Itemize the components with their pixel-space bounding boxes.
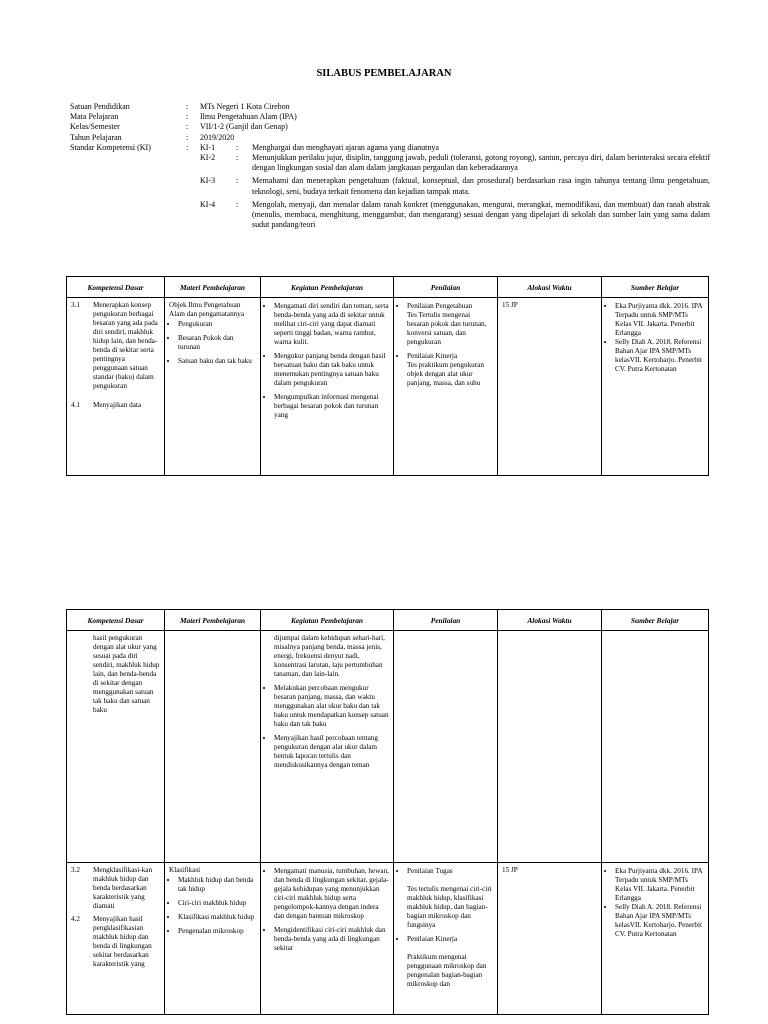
kegiatan-cell (261, 298, 394, 476)
list-item: • Klasifikasi makhluk hidup (178, 913, 256, 922)
kd-number: 3.2 (71, 866, 80, 874)
penilaian-head: Penilaian Kinerja (407, 935, 458, 943)
table-row (67, 631, 709, 863)
header-materi: Materi Pembelajaran (165, 277, 261, 298)
list-item: • Pengenalan mikroskop (178, 927, 256, 936)
kd-item (71, 301, 160, 391)
table-row (67, 298, 709, 476)
syllabus-table-1 (66, 276, 709, 476)
kd-item (71, 401, 160, 410)
info-value: MTs Negeri 1 Kota Cirebon (200, 102, 290, 111)
penilaian-head: Penilaian Kinerja (407, 352, 458, 360)
info-label: Mata Pelajaran (70, 112, 119, 122)
alokasi-cell (498, 863, 602, 1015)
info-value: Ilmu Pengetahuan Alam (IPA) (200, 112, 297, 122)
header-kegiatan: Kegiatan Pembelajaran (261, 277, 394, 298)
header-alokasi: Alokasi Waktu (498, 610, 602, 631)
ki-colon: : (236, 142, 239, 152)
penilaian-cell (394, 298, 498, 476)
penilaian-body: Tes praktikum pengukuran objek dengan alat ukur panjang, massa, dan suhu (407, 361, 484, 387)
kegiatan-list (265, 867, 389, 953)
ki-code: KI-3 (200, 176, 216, 186)
list-item: • Menyajikan hasil percobaan tentang pengukuran dengan alat ukur dalam bentuk laporan tertulis dan mendiskusikannya dengan teman (274, 734, 389, 770)
info-label: Standar Kompetensi (KI) (70, 142, 151, 152)
penilaian-head: Penilaian Pengetahuan (407, 302, 473, 310)
penilaian-head: Penilaian Tugas (407, 867, 453, 875)
kegiatan-list (265, 302, 389, 420)
list-item (407, 867, 493, 930)
header-kompetensi-dasar: Kompetensi Dasar (67, 610, 165, 631)
sumber-cell (602, 631, 709, 863)
alokasi-cell (498, 631, 602, 863)
info-label: Kelas/Semester (70, 122, 120, 132)
syllabus-table-2 (66, 609, 709, 1015)
materi-list (169, 876, 256, 936)
alokasi-cell (498, 298, 602, 476)
list-item: • Eka Purjiyanta dkk. 2016. IPA Terpadu untuk SMP/MTs Kelas VII. Jakarta. Penerbit Erlangga (615, 302, 704, 338)
kompetensi-dasar-cell (67, 631, 165, 863)
table-header-row (67, 610, 709, 631)
list-item: • Selly Diah A. 2018. Referensi Bahan Ajar IPA SMP/MTs kelasVII. Kertoharjo. Penerbit CV. Putra Kertonatan (615, 338, 704, 374)
materi-cell (165, 863, 261, 1015)
info-row (70, 133, 710, 143)
page-title: SILABUS PEMBELAJARAN (316, 68, 452, 79)
header-alokasi: Alokasi Waktu (498, 277, 602, 298)
kd-item (71, 915, 160, 969)
ki-text: Mengolah, menyaji, dan menalar dalam ranah konkret (menggunakan, mengurai, merangkai, memodifikasi, dan membuat) dan ranah abstrak (menulis, membaca, menghitung, menggambar, dan mengarang) sesuai dengan yang dipelajari di sekolah dan sumber lain yang sama dalam sudut pandang/teori (252, 199, 710, 230)
list-item: • Eka Purjiyanta dkk. 2016. IPA Terpadu untuk SMP/MTs Kelas VII. Jakarta. Penerbit Erlangga (615, 867, 704, 903)
sumber-list (606, 867, 704, 939)
ki-code: KI-1 (200, 142, 216, 152)
header-sumber: Sumber Belajar (602, 610, 709, 631)
kompetensi-dasar-cell (67, 298, 165, 476)
sumber-list (606, 302, 704, 374)
materi-cell (165, 631, 261, 863)
info-value: VII/1-2 (Ganjil dan Genap) (200, 122, 288, 132)
ki-colon: : (236, 176, 239, 186)
list-item: • Pengukuran (178, 320, 256, 329)
ki-code: KI-2 (200, 153, 216, 163)
kd-item (71, 866, 160, 911)
header-kompetensi-dasar: Kompetensi Dasar (67, 277, 165, 298)
ki-code: KI-4 (200, 199, 216, 209)
info-colon: : (186, 132, 189, 142)
kd-text: Menerapkan konsep pengukuran berbagai besaran yang ada pada diri sendiri, makhluk hidup lain, dan benda-benda di sekitar serta pentingnya penggunaan satuan standar (baku) dalam pengukuran (93, 301, 158, 390)
penilaian-body: Tes Tertulis mengenai besaran pokok dan turunan, konversi satuan, dan pengukuran (407, 311, 487, 346)
info-label: Satuan Pendidikan (70, 102, 130, 111)
kegiatan-list (265, 684, 389, 770)
header-materi: Materi Pembelajaran (165, 610, 261, 631)
ki-text: Menghargai dan menghayati ajaran agama yang dianutnya (252, 142, 439, 152)
identity-block (70, 102, 710, 230)
ki-row (70, 176, 710, 196)
list-item: • Mengamati diri sendiri dan teman, serta benda-benda yang ada di sekitar untuk melihat ciri-ciri yang dapat diamati seperti tinggi badan, warna rambut, warna kulit. (274, 302, 389, 347)
ki-text: Memahami dan menerapkan pengetahuan (faktual, konseptual, dan prosedural) berdasarkan rasa ingin tahunya tentang ilmu pengetahuan, teknologi, seni, budaya terkait fenomena dan kejadian tampak mata. (252, 176, 710, 196)
materi-cell (165, 298, 261, 476)
list-item: • Mengidentifikasi ciri-ciri makhluk dan benda-benda yang ada di lingkungan sekitar (274, 926, 389, 953)
sumber-cell (602, 298, 709, 476)
list-item: • Mengumpulkan informasi mengenai berbagai besaran pokok dan turunan yang (274, 393, 389, 420)
info-colon: : (186, 112, 189, 122)
list-item: • Makhluk hidup dan benda tak hidup (178, 876, 256, 894)
header-penilaian: Penilaian (394, 277, 498, 298)
info-colon: : (186, 122, 189, 132)
alokasi-value: 15 JP (502, 301, 518, 309)
kompetensi-dasar-cell (67, 863, 165, 1015)
penilaian-list (398, 867, 493, 989)
list-item: • Selly Diah A. 2018. Referensi Bahan Ajar IPA SMP/MTs kelasVII. Kertoharjo. Penerbit CV. Putra Kertonatan (615, 903, 704, 939)
kegiatan-cell (261, 631, 394, 863)
list-item: • Satuan baku dan tak baku (178, 357, 256, 366)
alokasi-value: 15 JP (502, 866, 518, 874)
penilaian-body: Praktikum mengenai penggunaan mikroskop dan pengenalan bagian-bagian mikroskop dan (407, 953, 487, 988)
kd-number: 4.1 (71, 401, 80, 409)
kegiatan-cell (261, 863, 394, 1015)
kd-text: Menyajikan hasil pengklasifikasian makhluk hidup dan benda di lingkungan sekitar berdasarkan karakteristik yang (93, 915, 152, 968)
kd-number: 3.1 (71, 301, 80, 309)
list-item: • Melakukan percobaan mengukur besaran panjang, massa, dan waktu menggunakan alat ukur baku dan tak baku untuk mendapatkan konsep satuan baku dan tak baku (274, 684, 389, 729)
info-label: Tahun Pelajaran (70, 132, 122, 142)
info-value (200, 143, 710, 153)
ki-row (70, 200, 710, 231)
list-item (407, 302, 493, 347)
table-header-row (67, 277, 709, 298)
info-row (70, 143, 710, 153)
sumber-cell (602, 863, 709, 1015)
penilaian-list (398, 302, 493, 388)
kd-text: hasil pengukuran dengan alat ukur yang sesuai pada diri sendiri, makhluk hidup lain, dan benda-benda di sekitar dengan menggunakan satuan tak baku dan satuan baku (93, 634, 160, 714)
info-colon: : (186, 102, 189, 111)
materi-list (169, 320, 256, 366)
materi-title: Objek Ilmu Pengetahuan Alam dan pengamatannya (169, 301, 245, 318)
info-colon: : (186, 142, 189, 152)
list-item: • Besaran Pokok dan turunan (178, 334, 256, 352)
header-penilaian: Penilaian (394, 610, 498, 631)
kd-text: Menyajikan data (93, 401, 142, 409)
ki-colon: : (236, 153, 239, 163)
info-value: 2019/2020 (200, 132, 235, 142)
header-sumber: Sumber Belajar (602, 277, 709, 298)
info-row (70, 102, 710, 112)
kegiatan-continued: dijumpai dalam kehidupan sehari-hari, misalnya panjang benda, massa jenis, energi, frekuensi denyut nadi, konsentrasi larutan, laju pertumbuhan tanaman, dan lain-lain. (274, 634, 385, 678)
info-row (70, 122, 710, 132)
kd-text: Mengklasifikasi-kan makhluk hidup dan benda berdasarkan karakteristik yang diamati (93, 866, 153, 910)
list-item: • Ciri-ciri makhluk hidup (178, 899, 256, 908)
ki-row (70, 153, 710, 173)
penilaian-cell (394, 631, 498, 863)
header-kegiatan: Kegiatan Pembelajaran (261, 610, 394, 631)
materi-title: Klasifikasi (169, 866, 201, 874)
info-row (70, 112, 710, 122)
kd-number: 4.2 (71, 915, 80, 923)
ki-text: Menunjukkan perilaku jujur, disiplin, tanggung jawab, peduli (toleransi, gotong royong), santun, percaya diri, dalam berinteraksi secara efektif dengan lingkungan sosial dan alam dalam jangkauan pergaulan dan keberadaannya (252, 153, 710, 173)
list-item (407, 935, 493, 989)
penilaian-cell (394, 863, 498, 1015)
ki-colon: : (236, 199, 239, 209)
list-item (407, 352, 493, 388)
table-row (67, 863, 709, 1015)
penilaian-body: Tes tertulis mengenai ciri-ciri makhluk hidup, klasifikasi makhluk hidup, dan bagian-bagian mikroskop dan fungsinya (407, 885, 492, 929)
list-item: • Mengamati manusia, tumbuhan, hewan, dan benda di lingkungan sekitar, gejala-gejala kehidupan yang menunjukkan ciri-ciri makhluk hidup serta pengelompok-kannya dengan indera dan dengan bantuan mikroskop (274, 867, 389, 921)
list-item: • Mengukur panjang benda dengan hasil bersatuan baku dan tak baku untuk menemukan pentingnya satuan baku dalam pengukuran (274, 352, 389, 388)
